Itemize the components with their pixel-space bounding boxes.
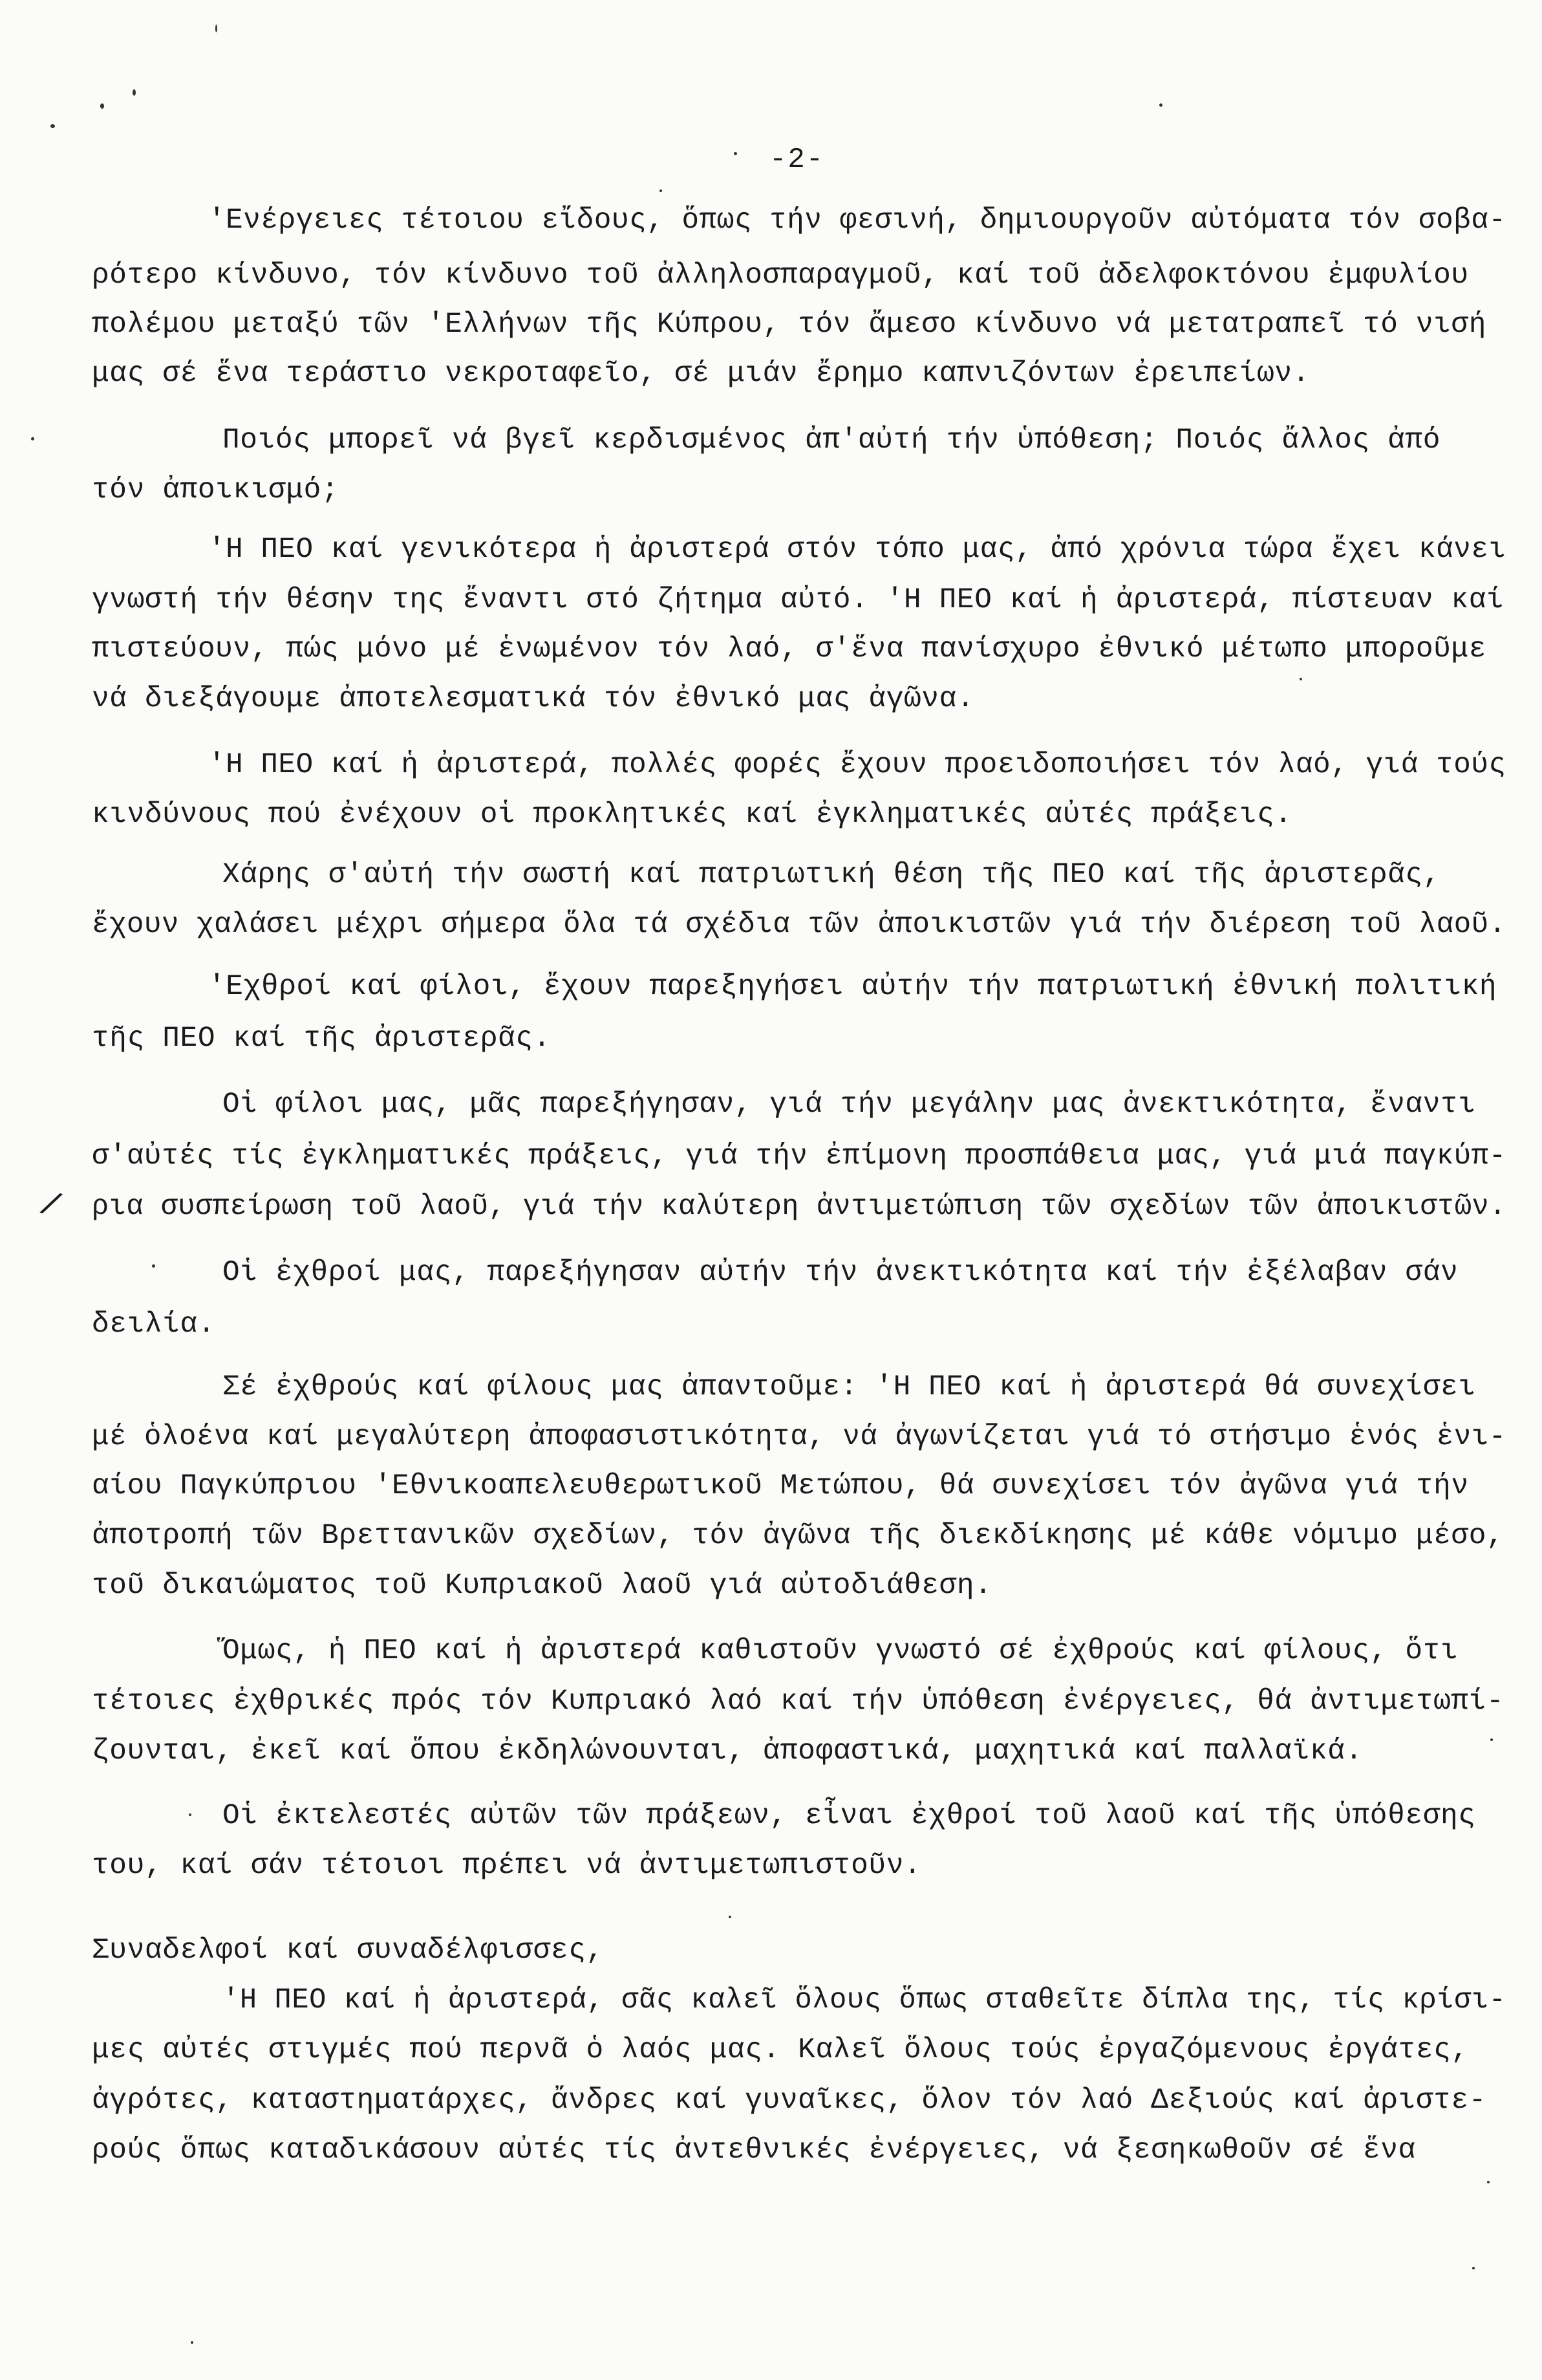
- scan-speck: [189, 1813, 191, 1816]
- scan-speck: [1300, 678, 1302, 680]
- scan-speck: [1472, 2267, 1475, 2269]
- text-line: 'Εχθροί καί φίλοι, ἔχουν παρεξηγήσει αὐτήν τήν πατριωτική ἐθνική πολιτική: [208, 971, 1497, 1003]
- text-line: ρούς ὅπως καταδικάσουν αὐτές τίς ἀντεθνικές ἐνέργειες, νά ξεσηκωθοῦν σέ ἕνα: [92, 2134, 1416, 2167]
- scan-speck: [734, 152, 737, 155]
- text-line: δειλία.: [92, 1308, 216, 1341]
- text-line: τόν ἀποικισμό;: [92, 474, 339, 506]
- text-line: Οἱ φίλοι μας, μᾶς παρεξήγησαν, γιά τήν μεγάλην μας ἀνεκτικότητα, ἔναντι: [222, 1088, 1476, 1121]
- scan-speck: [31, 437, 34, 440]
- text-line: ρια συσπείρωση τοῦ λαοῦ, γιά τήν καλύτερη ἀντιμετώπιση τῶν σχεδίων τῶν ἀποικιστῶν.: [92, 1191, 1506, 1223]
- text-line: τῆς ΠΕΟ καί τῆς ἀριστερᾶς.: [92, 1022, 551, 1055]
- scan-speck: [50, 124, 55, 128]
- scan-speck: [215, 25, 217, 32]
- text-line: σ'αὐτές τίς ἐγκληματικές πράξεις, γιά τήν ἐπίμονη προσπάθεια μας, γιά μιά παγκύπ-: [92, 1140, 1506, 1173]
- text-line: ἀγρότες, καταστηματάρχες, ἄνδρες καί γυναῖκες, ὅλον τόν λαό Δεξιούς καί ἀριστε-: [92, 2084, 1487, 2117]
- text-line: 'Η ΠΕΟ καί γενικότερα ἡ ἀριστερά στόν τόπο μας, ἀπό χρόνια τώρα ἔχει κάνει: [208, 534, 1506, 566]
- text-line: μέ ὁλοένα καί μεγαλύτερη ἀποφασιστικότητα, νά ἀγωνίζεται γιά τό στήσιμο ἑνός ἑνι-: [92, 1421, 1506, 1453]
- scan-speck: [659, 189, 662, 192]
- text-line: Ὅμως, ἡ ΠΕΟ καί ἡ ἀριστερά καθιστοῦν γνωστό σέ ἐχθρούς καί φίλους, ὅτι: [222, 1635, 1459, 1667]
- text-line: 'Ενέργειες τέτοιου εἴδους, ὅπως τήν φεσινή, δημιουργοῦν αὐτόματα τόν σοβα-: [208, 204, 1506, 237]
- text-line: ζουνται, ἐκεῖ καί ὅπου ἐκδηλώνουνται, ἀποφαστικά, μαχητικά καί παλλαϊκά.: [92, 1735, 1363, 1768]
- text-line: Ποιός μπορεῖ νά βγεῖ κερδισμένος ἀπ'αὐτή τήν ὑπόθεση; Ποιός ἄλλος ἀπό: [222, 424, 1440, 457]
- scan-speck: [1490, 1738, 1493, 1741]
- text-line: 'Η ΠΕΟ καί ἡ ἀριστερά, πολλές φορές ἔχουν προειδοποιήσει τόν λαό, γιά τούς: [208, 749, 1506, 781]
- text-line: ἀποτροπή τῶν Βρεττανικῶν σχεδίων, τόν ἀγῶνα τῆς διεκδίκησης μέ κάθε νόμιμο μέσο,: [92, 1520, 1505, 1552]
- text-line: Οἱ ἐχθροί μας, παρεξήγησαν αὐτήν τήν ἀνεκτικότητα καί τήν ἐξέλαβαν σάν: [222, 1257, 1459, 1289]
- text-line: ἔχουν χαλάσει μέχρι σήμερα ὅλα τά σχέδια τῶν ἀποικιστῶν γιά τήν διέρεση τοῦ λαοῦ.: [92, 909, 1506, 941]
- text-line: αίου Παγκύπριου 'Εθνικοαπελευθερωτικοῦ Μετώπου, θά συνεχίσει τόν ἀγῶνα γιά τήν: [92, 1470, 1469, 1502]
- text-line: ρότερο κίνδυνο, τόν κίνδυνο τοῦ ἀλληλοσπαραγμοῦ, καί τοῦ ἀδελφοκτόνου ἐμφυλίου: [92, 259, 1469, 292]
- scan-speck: [729, 1916, 731, 1918]
- text-line: 'Η ΠΕΟ καί ἡ ἀριστερά, σᾶς καλεῖ ὅλους ὅπως σταθεῖτε δίπλα της, τίς κρίσι-: [222, 1984, 1506, 2017]
- text-line: Σέ ἐχθρούς καί φίλους μας ἀπαντοῦμε: 'Η ΠΕΟ καί ἡ ἀριστερά θά συνεχίσει: [222, 1371, 1476, 1403]
- text-line: μας σέ ἕνα τεράστιο νεκροταφεῖο, σέ μιάν ἔρημο καπνιζόντων ἐρειπείων.: [92, 358, 1310, 390]
- text-line: τέτοιες ἐχθρικές πρός τόν Κυπριακό λαό καί τήν ὑπόθεση ἐνέργειες, θά ἀντιμετωπί-: [92, 1685, 1505, 1718]
- text-line: μες αὐτές στιγμές πού περνᾶ ὁ λαός μας. Καλεῖ ὅλους τούς ἐργαζόμενους ἐργάτες,: [92, 2034, 1469, 2066]
- scan-speck: [152, 1264, 155, 1268]
- text-line: τοῦ δικαιώματος τοῦ Κυπριακοῦ λαοῦ γιά αὐτοδιάθεση.: [92, 1570, 992, 1602]
- margin-mark: /: [34, 1185, 66, 1228]
- scan-speck: [133, 89, 136, 96]
- scan-speck: [191, 2341, 193, 2344]
- scan-speck: [1487, 2181, 1490, 2183]
- text-line: Οἱ ἐκτελεστές αὐτῶν τῶν πράξεων, εἶναι ἐχθροί τοῦ λαοῦ καί τῆς ὑπόθεσης: [222, 1800, 1476, 1832]
- text-line: κινδύνους πού ἐνέχουν οἱ προκλητικές καί ἐγκληματικές αὐτές πράξεις.: [92, 799, 1292, 831]
- text-line: γνωστή τήν θέσην της ἔναντι στό ζήτημα αὐτό. 'Η ΠΕΟ καί ἡ ἀριστερά, πίστευαν καί: [92, 584, 1505, 616]
- text-line: νά διεξάγουμε ἀποτελεσματικά τόν ἐθνικό μας ἀγῶνα.: [92, 683, 975, 715]
- text-line: του, καί σάν τέτοιοι πρέπει νά ἀντιμετωπιστοῦν.: [92, 1850, 922, 1882]
- text-line: πολέμου μεταξύ τῶν 'Ελλήνων τῆς Κύπρου, τόν ἄμεσο κίνδυνο νά μετατραπεῖ τό νισή: [92, 308, 1487, 341]
- scan-speck: [100, 103, 104, 109]
- scan-speck: [1159, 103, 1162, 107]
- page-number: -2-: [769, 144, 825, 176]
- text-line: πιστεύουν, πώς μόνο μέ ἑνωμένον τόν λαό, σ'ἕνα πανίσχυρο ἐθνικό μέτωπο μποροῦμε: [92, 633, 1487, 665]
- text-line: Χάρης σ'αὐτή τήν σωστή καί πατριωτική θέση τῆς ΠΕΟ καί τῆς ἀριστερᾶς,: [222, 859, 1440, 891]
- salutation: Συναδελφοί καί συναδέλφισσες,: [92, 1934, 604, 1967]
